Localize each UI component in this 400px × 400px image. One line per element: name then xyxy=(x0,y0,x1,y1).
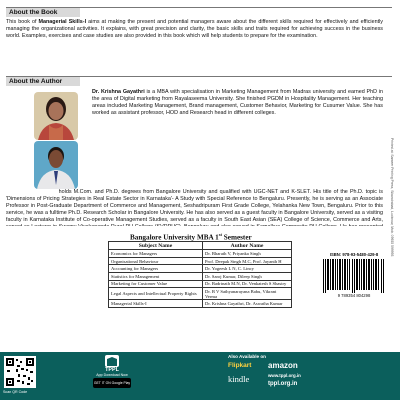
qr-code[interactable] xyxy=(4,356,36,388)
about-author-heading: About the Author xyxy=(6,76,80,86)
col-author: Author Name xyxy=(203,242,292,250)
book-text-pre: This book of xyxy=(6,19,39,25)
barcode xyxy=(319,252,389,298)
table-header-row xyxy=(109,242,292,250)
qr-label: Scan QR Code xyxy=(3,390,28,394)
course-title-pre: Bangalore University MBA 1 xyxy=(130,233,219,242)
course-title-sup: st xyxy=(218,232,222,237)
tppl-app-badge[interactable] xyxy=(86,355,138,397)
table-row xyxy=(109,288,292,300)
table-row xyxy=(109,280,292,288)
table-row xyxy=(109,272,292,280)
author-cell: Dr. Saroj Kumar, Dileep Singh xyxy=(203,272,292,280)
subject-cell: Marketing for Customer Value xyxy=(109,280,203,288)
app-download-label: App Download Now xyxy=(96,373,128,377)
author-cell: Dr. Badrinath M.N, Dr. Venkatesh S Shastry xyxy=(203,280,292,288)
course-title-post: Semester xyxy=(221,233,252,242)
subject-cell: Accounting for Managers xyxy=(109,265,203,273)
subject-cell: Organisational Behaviour xyxy=(109,257,203,265)
author1-bio-text: is a MBA with specialisation in Marketing Management from Madras university and earned PhD in the area of Digital marketing from Rayalaseema University. She finished PGDM in Hospitality Management. Her teaching areas included Marketing Management, Brand management, Customer Behavior, Marketing for Cusumer Value. She has worked as assistant professor, HOD and Research head in different colleges. xyxy=(92,89,383,117)
about-book-text xyxy=(6,19,383,41)
printer-imprint: Printed at: Sameer Printing Press, Sikandrabad, Lucknow, Mob. 09935 599993 xyxy=(390,138,394,257)
author-cell: Prof. Deepak Singh M.C, Prof. Jayanth H xyxy=(203,257,292,265)
author-cell: Dr. B V Sathyanarayana Babu, Vikrant Verma xyxy=(203,288,292,300)
barcode-bars xyxy=(319,258,389,298)
amazon-logo[interactable]: amazon xyxy=(268,361,298,370)
subject-cell: Managerial Skills-I xyxy=(109,300,203,308)
table-row xyxy=(109,300,292,308)
subjects-table xyxy=(108,241,292,308)
footer-bar xyxy=(0,352,400,400)
book-text-post: aims at making the present and potential managers aware about the different skills required for effectively and efficiently managing the organizational activities. It explains, with great precision and clarity, the basic skills and traits required for achieving success in the business world. Examples, exercises and case studies are also provided in this book which will help students to prepare for the examination. xyxy=(6,19,383,40)
divider xyxy=(6,76,392,77)
tppl-brand: TPPL xyxy=(105,367,119,373)
subject-cell: Legal Aspects and Intellectual Property Rights xyxy=(109,288,203,300)
author2-bio-wrap xyxy=(6,132,383,226)
table-row xyxy=(109,257,292,265)
website-link-1[interactable]: www.tppl.org.in xyxy=(268,373,301,378)
tppl-logo-icon xyxy=(105,355,119,367)
subject-cell: Economics for Managers xyxy=(109,250,203,258)
author1-bio xyxy=(92,89,383,117)
author-cell: Dr. Yogeesh L N, C. Lincy xyxy=(203,265,292,273)
course-title xyxy=(130,232,252,241)
author-cell: Dr. Bharath V, Priyanka Singh xyxy=(203,250,292,258)
google-play-badge[interactable]: GET IT ON Google Play xyxy=(93,378,131,388)
isbn-digits: 9 789354 804298 xyxy=(337,293,371,298)
divider xyxy=(6,7,392,8)
about-book-heading: About the Book xyxy=(6,7,80,17)
table-row xyxy=(109,250,292,258)
author2-bio-wrap-text: holds M.Com. and Ph.D. degrees from Bangalore University and qualified with UGC-NET and K-SLET. His title of the Ph.D. topic is 'Dimensions of Pricing Strategies in Real Estate Sector in Karnataka'- A Study with Special Reference to Bengaluru. Presently, he is serving as an Associate Professor in Post-Graduate Department of Commerce and Management, Seshadripuram First Grade College, Yelahanka New Town, Bengaluru. Prior to this service, he was a fulltime Ph.D. Research Scholar in Bangalore University. He has also served as a guest faculty in Bangalore University, served as a visiting faculty in Karnataka Institute of Co-operative Management Studies, served as a faculty in South East Asian (SEA) College of Science, Commerce and Arts, xyxy=(6,189,383,224)
isbn-label: ISBN: 978-93-5480-429-8 xyxy=(329,252,379,257)
kindle-logo[interactable]: kindle xyxy=(228,374,250,384)
table-row xyxy=(109,265,292,273)
flipkart-logo[interactable]: Flipkart xyxy=(228,362,252,369)
also-available-label: Also Available on xyxy=(228,354,266,359)
subject-cell: Statistics for Management xyxy=(109,272,203,280)
website-link-2[interactable]: tppl.org.in xyxy=(268,381,298,387)
author-cell: Dr. Krishna Gayathri, Dr. Aswatha Kumar xyxy=(203,300,292,308)
book-title-bold: Managerial Skills-I xyxy=(38,19,87,25)
col-subject: Subject Name xyxy=(109,242,203,250)
author1-name: Dr. Krishna Gayathri xyxy=(92,89,145,95)
